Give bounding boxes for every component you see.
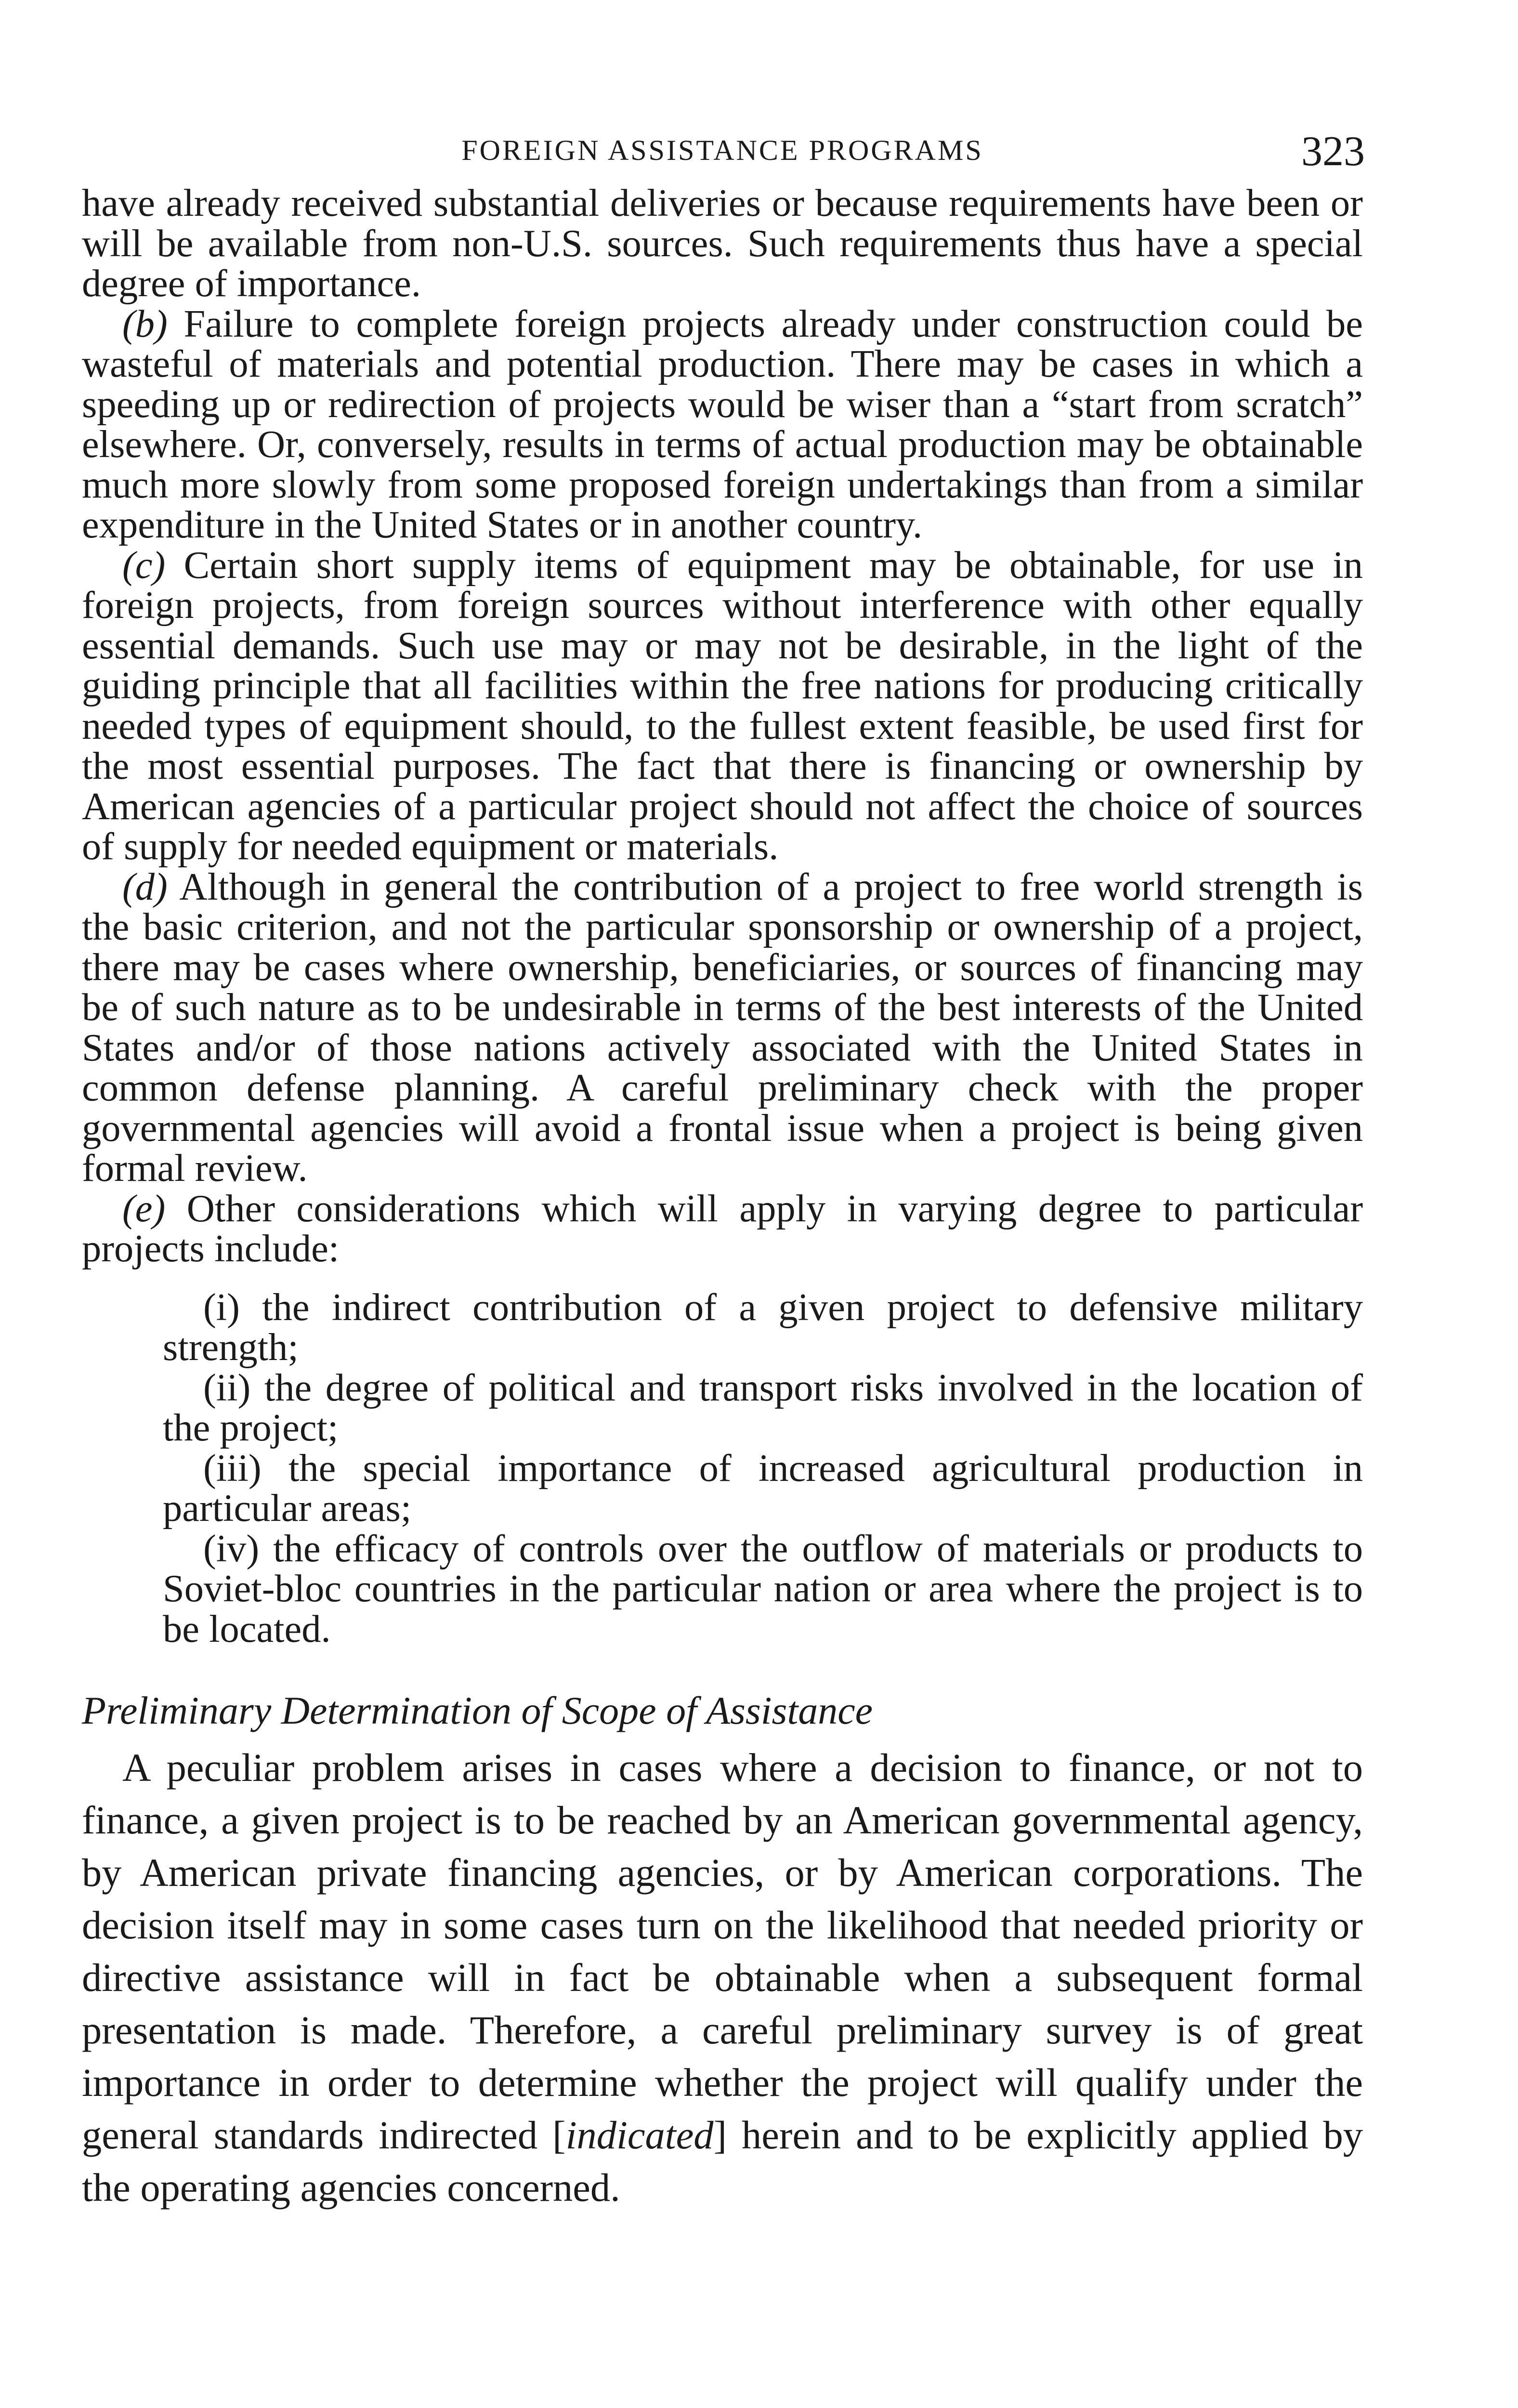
bracket-open: [ — [552, 2113, 566, 2157]
paragraph-d-text: Although in general the contribution of a project to free world strength is the basic criterion, and not the particular sponsorship or ownership of a project, there may be cases where ownership, beneficiaries, or sources of financing may be of such nature as to be undesirable in terms of the best interests of the United States and/or of those nations actively associated with the United States in common defense planning. A careful preliminary check with the proper governmental agencies will avoid a frontal issue when a project is being given formal review. — [82, 865, 1363, 1190]
paragraph-d-label: (d) — [122, 865, 168, 908]
list-item-i: (i) the indirect contribution of a given project to defensive military strength; — [163, 1285, 1363, 1369]
running-title: FOREIGN ASSISTANCE PROGRAMS — [461, 134, 983, 166]
list-item-iii: (iii) the special importance of increased agricultural production in particular areas; — [163, 1446, 1363, 1530]
bracket-close: ] — [713, 2113, 727, 2157]
paragraph-b — [82, 304, 1363, 545]
running-head — [82, 130, 1363, 183]
paragraph-b-text: Failure to complete foreign projects already under construction could be wasteful of materials and potential production. There may be cases in which a speeding up or redirection of projects would be wiser than a “start from scratch” elsewhere. Or, conversely, results in terms of actual production may be obtainable much more slowly from some proposed foreign undertakings than from a similar expenditure in the United States or in another country. — [82, 302, 1363, 546]
paragraph-continuation: have already received substantial deliveries or because requirements have been or will be available from non-U.S. sources. Such requirements thus have a special degree of importance. — [82, 182, 1363, 305]
document-page — [82, 130, 1363, 2214]
paragraph-c-label: (c) — [122, 543, 166, 587]
paragraph-c — [82, 545, 1363, 867]
paragraph-e-text: Other considerations which will apply in varying degree to particular projects include: — [82, 1187, 1363, 1270]
section-heading: Preliminary Determination of Scope of Assistance — [82, 1688, 873, 1732]
list-spacer — [82, 1269, 1363, 1287]
list-item-iv: (iv) the efficacy of controls over the outflow of materials or products to Soviet-bloc countries in the particular nation or area where the project is to be located. — [163, 1527, 1363, 1650]
considerations-list — [82, 1287, 1363, 1649]
page-number: 323 — [1301, 128, 1365, 175]
paragraph-e-label: (e) — [122, 1187, 166, 1230]
section-body-text: A peculiar problem arises in cases where a decision to finance, or not to finance, a given project is to be reached by an American governmental agency, by American private financing agencies, or by American corporations. The decision itself may in some cases turn on the likelihood that needed priority or directive assistance will in fact be obtainable when a subsequent formal presentation is made. Therefore, a careful preliminary survey is of great importance in order to determine whether the project will qualify under the general standards indirected — [82, 1745, 1363, 2157]
paragraph-d — [82, 867, 1363, 1189]
section-body — [82, 1741, 1363, 2214]
list-item-ii: (ii) the degree of political and transport risks involved in the location of the project; — [163, 1366, 1363, 1449]
section-body-tail: herein and to be explicitly applied by the operating agencies concerned. — [82, 2113, 1363, 2210]
inserted-word: indicated — [565, 2113, 714, 2157]
paragraph-c-text: Certain short supply items of equipment may be obtainable, for use in foreign projects, from foreign sources without interference with other equally essential demands. Such use may or may not be desirable, in the light of the guiding principle that all facilities within the free nations for producing critically needed types of equipment should, to the fullest extent feasible, be used first for the most essential purposes. The fact that there is financing or ownership by American agencies of a particular project should not affect the choice of sources of supply for needed equipment or materials. — [82, 543, 1363, 868]
paragraph-b-label: (b) — [122, 302, 168, 345]
paragraph-e — [82, 1189, 1363, 1269]
